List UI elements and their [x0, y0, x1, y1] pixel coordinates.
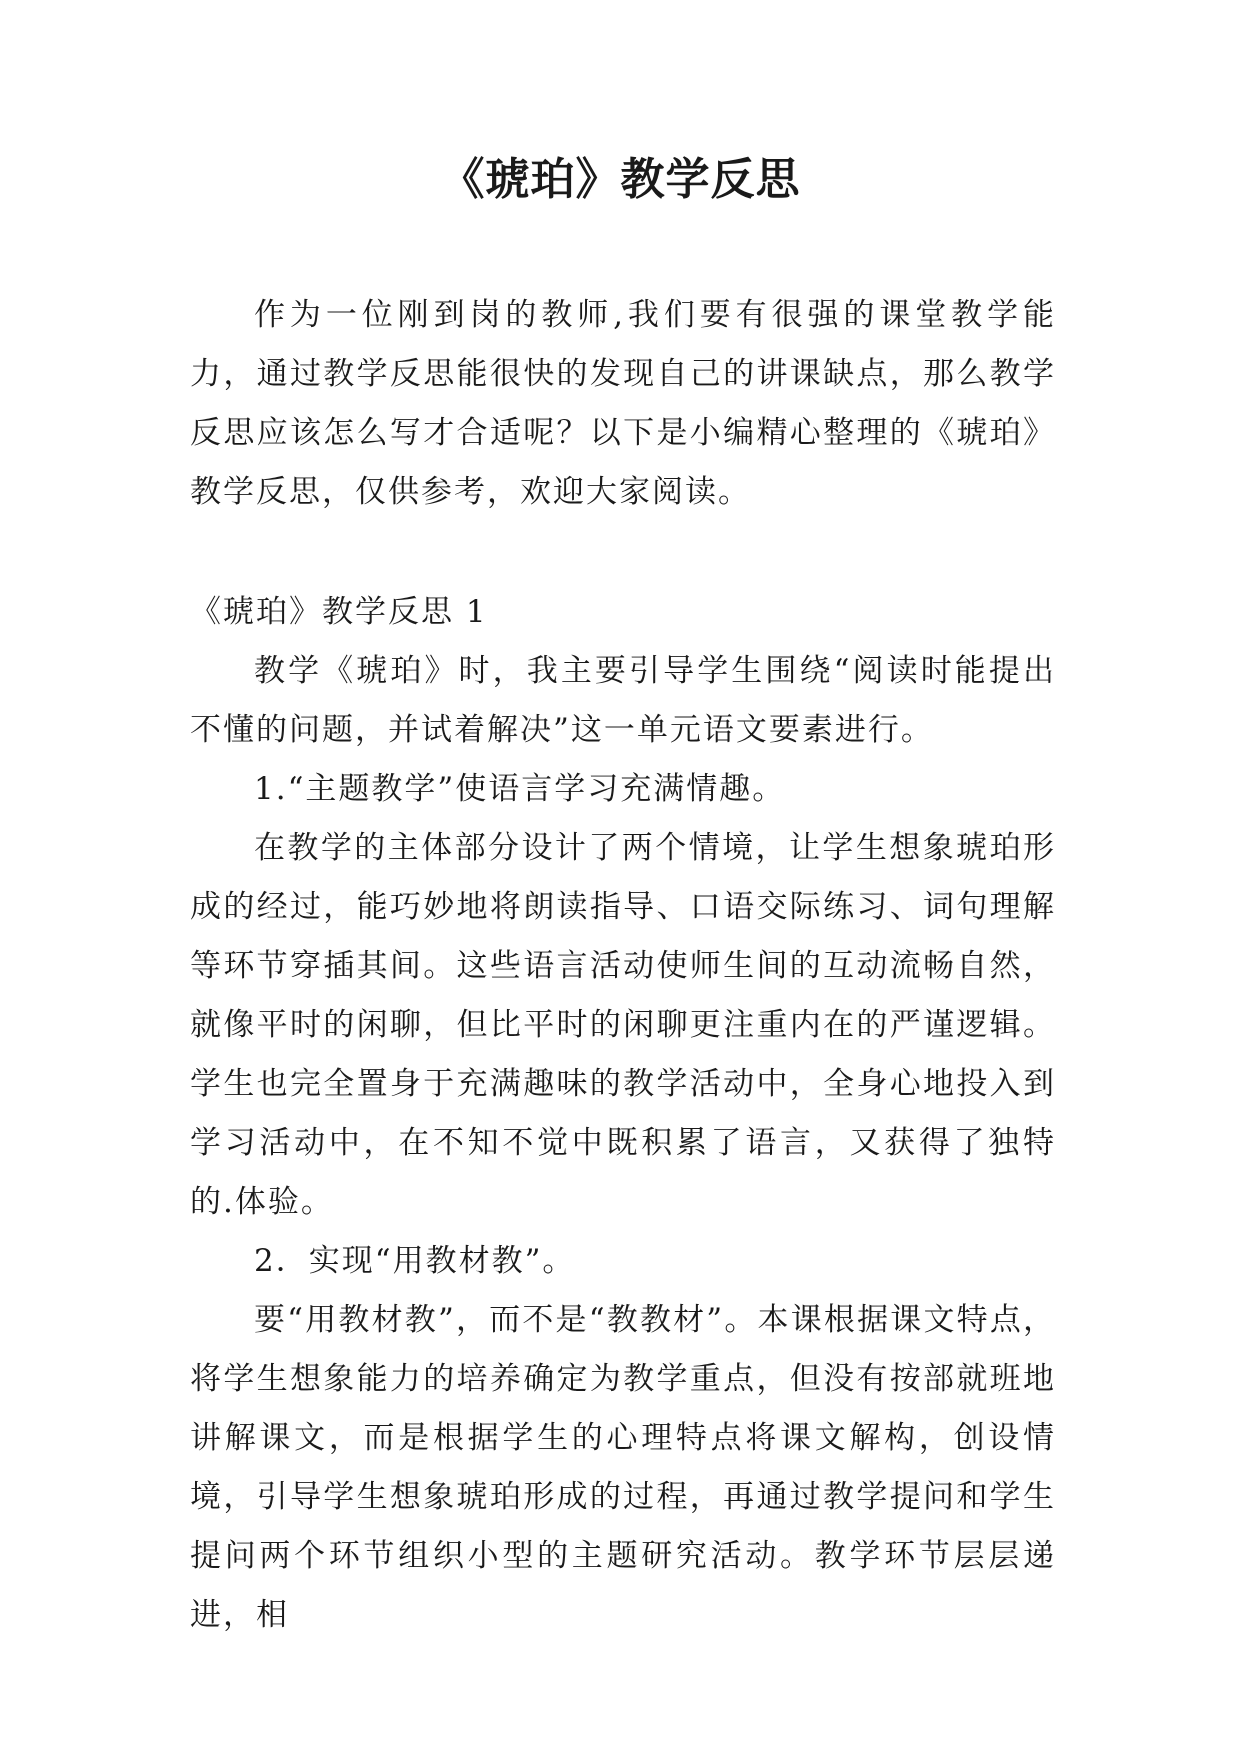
section-paragraph: 教学《琥珀》时，我主要引导学生围绕“阅读时能提出不懂的问题，并试着解决”这一单元语文要素进行。: [190, 653, 1056, 748]
section-1: [190, 583, 1056, 1645]
section-paragraph: 要“用教材教”，而不是“教教材”。本课根据课文特点，将学生想象能力的培养确定为教学重点，但没有按部就班地讲解课文，而是根据学生的心理特点将课文解构，创设情境，引导学生想象琥珀形成的过程，再通过教学提问和学生提问两个环节组织小型的主题研究活动。教学环节层层递进，相: [190, 1302, 1056, 1633]
document-title: 《琥珀》教学反思: [440, 154, 801, 205]
section-subheading-2: 2．实现“用教材教”。: [254, 1243, 576, 1279]
intro-block: [190, 286, 1056, 522]
section-heading: 《琥珀》教学反思 1: [190, 594, 488, 630]
section-subheading-1: 1.“主题教学”使语言学习充满情趣。: [254, 771, 786, 807]
intro-paragraph: 作为一位刚到岗的教师,我们要有很强的课堂教学能力，通过教学反思能很快的发现自己的讲课缺点，那么教学反思应该怎么写才合适呢？以下是小编精心整理的《琥珀》教学反思，仅供参考，欢迎大家阅读。: [190, 297, 1056, 510]
section-paragraph: 在教学的主体部分设计了两个情境，让学生想象琥珀形成的经过，能巧妙地将朗读指导、口语交际练习、词句理解等环节穿插其间。这些语言活动使师生间的互动流畅自然，就像平时的闲聊，但比平时的闲聊更注重内在的严谨逻辑。学生也完全置身于充满趣味的教学活动中，全身心地投入到学习活动中，在不知不觉中既积累了语言，又获得了独特的.体验。: [190, 830, 1056, 1220]
